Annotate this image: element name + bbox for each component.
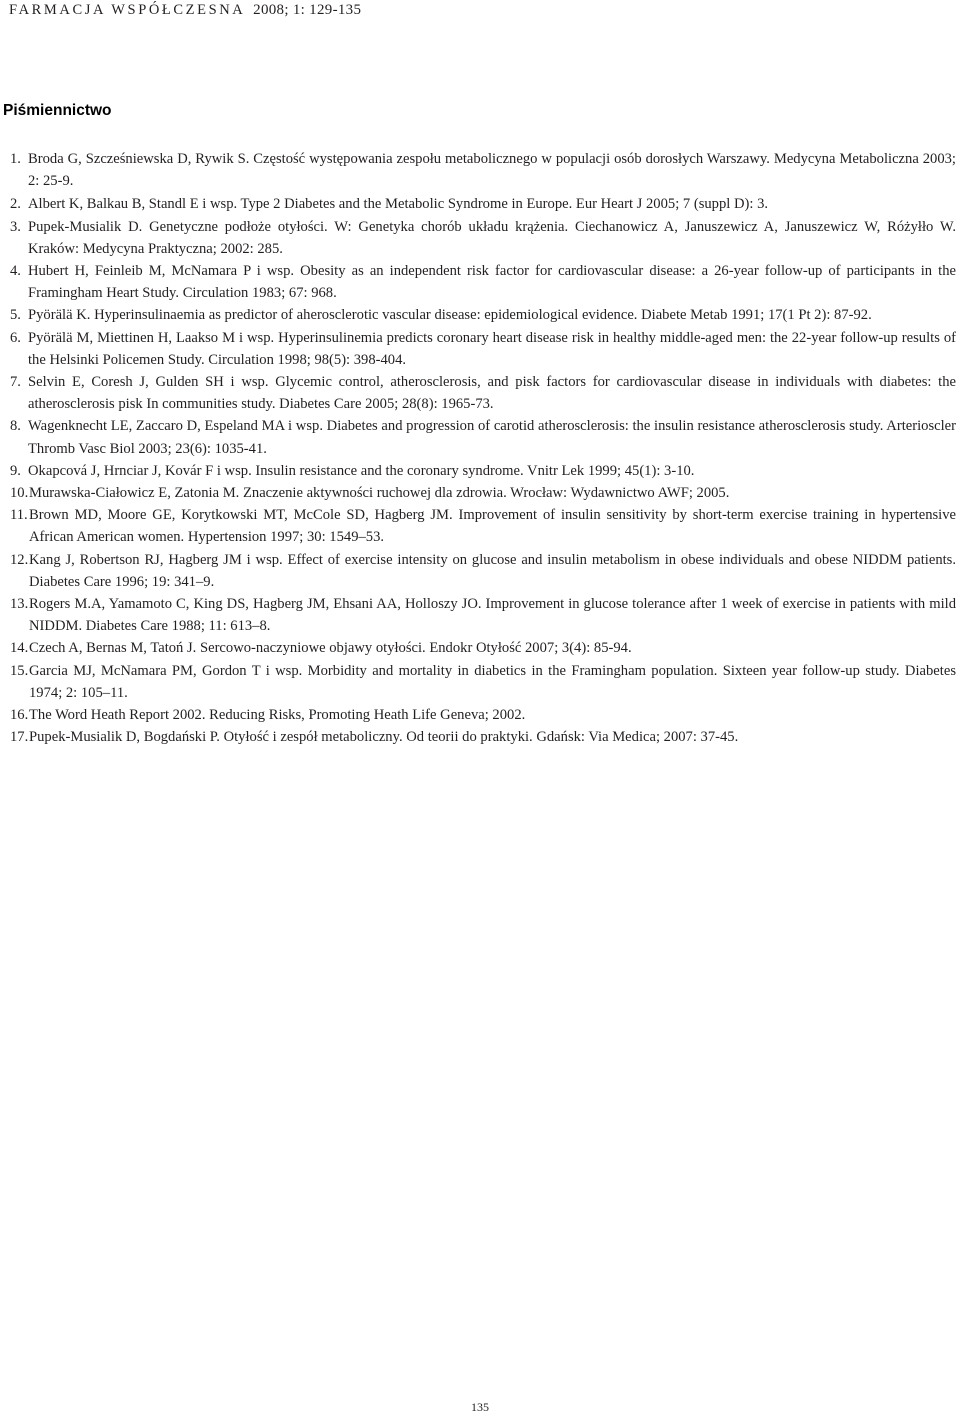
reference-number: 16.: [10, 707, 29, 724]
reference-number: 4.: [10, 263, 21, 280]
reference-item: [10, 726, 956, 748]
reference-text: Hubert H, Feinleib M, McNamara P i wsp. Obesity as an independent risk factor for cardiovascular disease: a 26-year follow-up of participants in the Framingham Heart Study. Circulation 1983; 67: 968.: [28, 263, 956, 302]
issue-info: 2008; 1: 129-135: [253, 2, 362, 18]
reference-text: Kang J, Robertson RJ, Hagberg JM i wsp. Effect of exercise intensity on glucose and insulin metabolism in obese individuals and obese NIDDM patients. Diabetes Care 1996; 19: 341–9.: [29, 551, 956, 590]
reference-item: [10, 660, 956, 704]
reference-text: The Word Heath Report 2002. Reducing Risks, Promoting Heath Life Geneva; 2002.: [29, 707, 526, 724]
reference-list: [10, 148, 956, 748]
reference-number: 10.: [10, 485, 29, 502]
reference-item: [10, 593, 956, 637]
reference-number: 1.: [10, 151, 21, 167]
reference-number: 8.: [10, 418, 21, 435]
reference-number: 11.: [10, 507, 28, 524]
reference-text: Brown MD, Moore GE, Korytkowski MT, McCole SD, Hagberg JM. Improvement of insulin sensitivity by short-term exercise training in hypertensive African American women. Hypertension 1997; 30: 1549–53.: [29, 507, 956, 546]
reference-number: 15.: [10, 662, 29, 679]
reference-item: [10, 148, 956, 192]
journal-name: FARMACJA WSPÓŁCZESNA: [9, 2, 246, 18]
reference-text: Murawska-Ciałowicz E, Zatonia M. Znaczenie aktywności ruchowej dla zdrowia. Wrocław: Wydawnictwo AWF; 2005.: [29, 485, 730, 502]
reference-item: [10, 304, 956, 326]
reference-item: [10, 549, 956, 593]
reference-number: 3.: [10, 218, 21, 235]
reference-item: [10, 216, 956, 260]
reference-item: [10, 482, 956, 504]
reference-item: [10, 260, 956, 304]
running-header: [9, 2, 361, 19]
reference-item: [10, 460, 956, 482]
reference-text: Pupek-Musialik D, Bogdański P. Otyłość i zespół metaboliczny. Od teorii do praktyki. Gdańsk: Via Medica; 2007: 37-45.: [29, 729, 739, 746]
reference-item: [10, 327, 956, 371]
reference-number: 9.: [10, 462, 21, 479]
reference-text: Pyörälä M, Miettinen H, Laakso M i wsp. Hyperinsulinemia predicts coronary heart disease risk in healthy middle-aged men: the 22-year follow-up results of the Helsinki Policemen Study. Circulation 1998; 98(5): 398-404.: [28, 329, 956, 368]
reference-text: Pupek-Musialik D. Genetyczne podłoże otyłości. W: Genetyka chorób układu krążenia. Ciechanowicz A, Januszewicz A, Januszewicz W, Różyłło W. Kraków: Medycyna Praktyczna; 2002: 285.: [28, 218, 956, 257]
reference-text: Rogers M.A, Yamamoto C, King DS, Hagberg JM, Ehsani AA, Holloszy JO. Improvement in glucose tolerance after 1 week of exercise in patients with mild NIDDM. Diabetes Care 1988; 11: 613–8.: [29, 596, 956, 635]
reference-text: Selvin E, Coresh J, Gulden SH i wsp. Glycemic control, atherosclerosis, and pisk factors for cardiovascular disease in individuals with diabetes: the atherosclerosis pisk In communities study. Diabetes Care 2005; 28(8): 1965-73.: [28, 374, 956, 413]
reference-text: Pyörälä K. Hyperinsulinaemia as predictor of aherosclerotic vascular disease: epidemiological evidence. Diabete Metab 1991; 17(1 Pt 2): 87-92.: [28, 307, 872, 324]
reference-text: Wagenknecht LE, Zaccaro D, Espeland MA i wsp. Diabetes and progression of carotid atherosclerosis: the insulin resistance atherosclerosis study. Arterioscler Thromb Vasc Biol 2003; 23(6): 1035-41.: [28, 418, 956, 457]
reference-text: Albert K, Balkau B, Standl E i wsp. Type 2 Diabetes and the Metabolic Syndrome in Europe. Eur Heart J 2005; 7 (suppl D): 3.: [28, 196, 769, 213]
section-title: Piśmiennictwo: [3, 102, 112, 119]
reference-item: [10, 637, 956, 659]
reference-number: 14.: [10, 640, 29, 657]
reference-item: [10, 415, 956, 459]
reference-number: 7.: [10, 374, 21, 391]
reference-number: 13.: [10, 596, 29, 613]
reference-item: [10, 371, 956, 415]
reference-text: Garcia MJ, McNamara PM, Gordon T i wsp. Morbidity and mortality in diabetics in the Framingham population. Sixteen year follow-up study. Diabetes 1974; 2: 105–11.: [29, 662, 956, 701]
reference-text: Broda G, Szcześniewska D, Rywik S. Częstość występowania zespołu metabolicznego w populacji osób dorosłych Warszawy. Medycyna Metaboliczna 2003; 2: 25-9.: [28, 151, 956, 190]
reference-item: [10, 193, 956, 215]
page-number: 135: [471, 1400, 489, 1414]
reference-number: 2.: [10, 196, 21, 213]
reference-number: 12.: [10, 551, 29, 568]
reference-item: [10, 704, 956, 726]
reference-number: 6.: [10, 329, 21, 346]
reference-item: [10, 504, 956, 548]
reference-text: Czech A, Bernas M, Tatoń J. Sercowo-naczyniowe objawy otyłości. Endokr Otyłość 2007; 3(4): 85-94.: [29, 640, 632, 657]
reference-number: 17.: [10, 729, 29, 746]
reference-text: Okapcová J, Hrnciar J, Kovár F i wsp. Insulin resistance and the coronary syndrome. Vnitr Lek 1999; 45(1): 3-10.: [28, 462, 695, 479]
reference-number: 5.: [10, 307, 21, 324]
